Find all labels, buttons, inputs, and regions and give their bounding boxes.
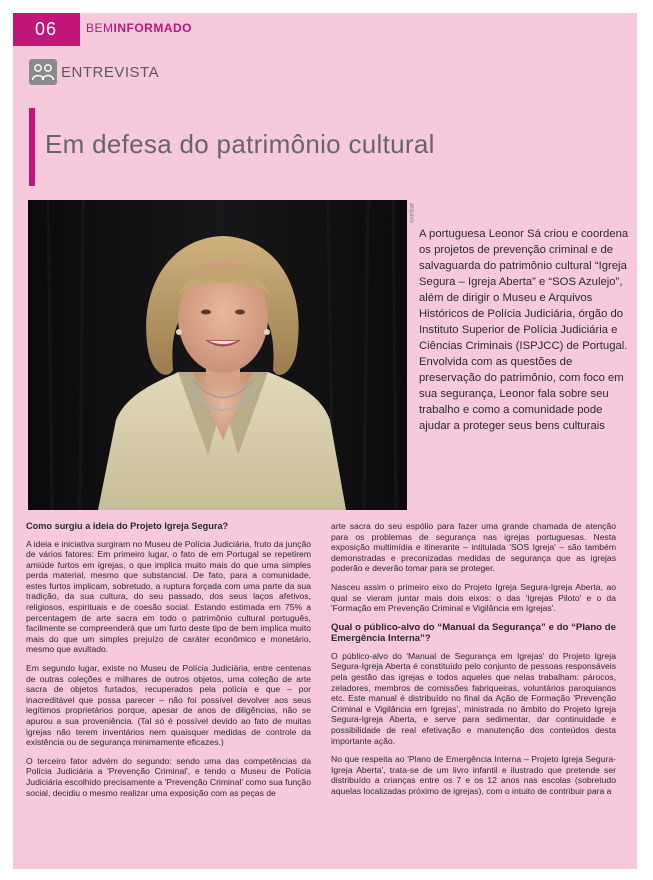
article-paragraph: A ideia e iniciativa surgiram no Museu de Polícia Judiciária, fruto da junção de vários fatores: Em primeiro lugar, o fato de em Portugal se repetirem amiúde furtos em igrejas, o que implica muito mais do que uma simples perda material, mesmo que substancial. De fato, para a comunidade, estes furtos implicam, sobretudo, a ruptura forçada com uma parte da sua tradição, da sua cultura, do seu passado, dos seus laços afetivos, religiosos, espirituais e de coesão social. Estando estimada em 75% a percentagem de arte sacra em todo o patrimônio cultural português, facilmente se compreenderá que um furto deste tipo de bem implica muito mais do que um simples prejuízo de caráter econômico e monetário, mesmo que avultado. xyxy=(26,538,311,655)
article-column-left xyxy=(26,521,311,806)
article-paragraph: Em segundo lugar, existe no Museu de Polícia Judiciária, entre centenas de outras coleções e milhares de outros objetos, uma coleção de arte sacra de objetos furtados, recuperados pela polícia e que – por inacreditável que possa parecer – não foi possível devolver aos seus legítimos proprietários porque, apesar de anos de diligências, não se apurou a sua proveniência. (Tal só é possível devido ao fato de muitas igrejas não terem inventários nem quaisquer medidas de controle da existência ou de segurança minimamente eficazes.) xyxy=(26,663,311,748)
interview-question: Como surgiu a ideia do Projeto Igreja Segura? xyxy=(26,521,229,531)
article-paragraph: O terceiro fator advém do segundo: sendo uma das competências da Polícia Judiciária a 'Prevenção Criminal', e tendo o Museu de Polícia Judiciária escolhido precisamente a 'Prevenção Criminal' como sua função social, decidiu o mesmo realizar uma exposição com as peças de xyxy=(26,755,311,798)
article-paragraph: Nasceu assim o primeiro eixo do Projeto Igreja Segura-Igreja Aberta, ao qual se vieram juntar mais dois eixos: o das 'Igrejas Piloto' e o da 'Formação em Prevenção Criminal e Vigilância em Igrejas'. xyxy=(331,581,616,614)
brand-part-2: INFORMADO xyxy=(113,21,193,35)
section-label: ENTREVISTA xyxy=(61,63,160,81)
title-accent-bar xyxy=(29,108,35,186)
photo-credit: arquivo xyxy=(408,203,414,223)
magazine-page xyxy=(13,13,637,869)
page-number: 06 xyxy=(13,13,80,46)
article-paragraph: O público-alvo do 'Manual de Segurança em Igrejas' do Projeto Igreja Segura-Igreja Aberta é constituído pelo conjunto de pessoas responsáveis pela gestão das igrejas e todos aqueles que nelas trabalham: párocos, zeladores, membros de comissões fabriqueiras, voluntários paroquianos etc. Este manual é distribuído no final da Ação de Formação 'Prevenção Criminal e Vigilância em Igrejas', ministrada no âmbito do Projeto Igreja Segura-Igreja Aberta, e serve para sedimentar, dar continuidade e possibilidade de real efetivação e manutenção dos conteúdos desta importante ação. xyxy=(331,650,616,746)
brand-part-1: BEM xyxy=(86,21,114,35)
people-icon xyxy=(29,59,57,85)
interviewee-photo xyxy=(28,200,407,510)
article-column-right xyxy=(331,521,616,804)
section-header xyxy=(29,59,159,85)
article-title: Em defesa do patrimônio cultural xyxy=(45,129,435,159)
magazine-brand xyxy=(86,21,192,35)
interview-question: Qual o público-alvo do “Manual da Segurança” e do “Plano de Emergência Interna”? xyxy=(331,621,616,645)
article-paragraph: No que respeita ao 'Plano de Emergência Interna – Projeto Igreja Segura-Igreja Aberta', trata-se de um livro infantil e ilustrado que pretende ser distribuído a crianças entre os 7 e os 12 anos nas escolas (sobretudo aquelas localizadas próximo de igrejas), com o intuito de contribuir para a xyxy=(331,754,616,796)
article-paragraph: arte sacra do seu espólio para fazer uma grande chamada de atenção para os problemas de segurança nas igrejas portuguesas. Nesta exposição multimídia e itinerante – intitulada 'SOS Igreja' – são também demonstradas e preconizadas medidas de segurança que as igrejas poderão e deverão tomar para se proteger. xyxy=(331,521,616,574)
article-intro: A portuguesa Leonor Sá criou e coordena os projetos de prevenção criminal e de salvaguarda do patrimônio cultural “Igreja Segura – Igreja Aberta” e “SOS Azulejo”, além de dirigir o Museu e Arquivos Históricos de Polícia Judiciária, órgão do Instituto Superior de Polícia Judiciária e Ciências Criminais (ISPJCC) de Portugal. Envolvida com as questões de preservação do patrimônio, com foco em sua segurança, Leonor fala sobre seu trabalho e como a comunidade pode ajudar a proteger seus bens culturais xyxy=(419,228,629,432)
